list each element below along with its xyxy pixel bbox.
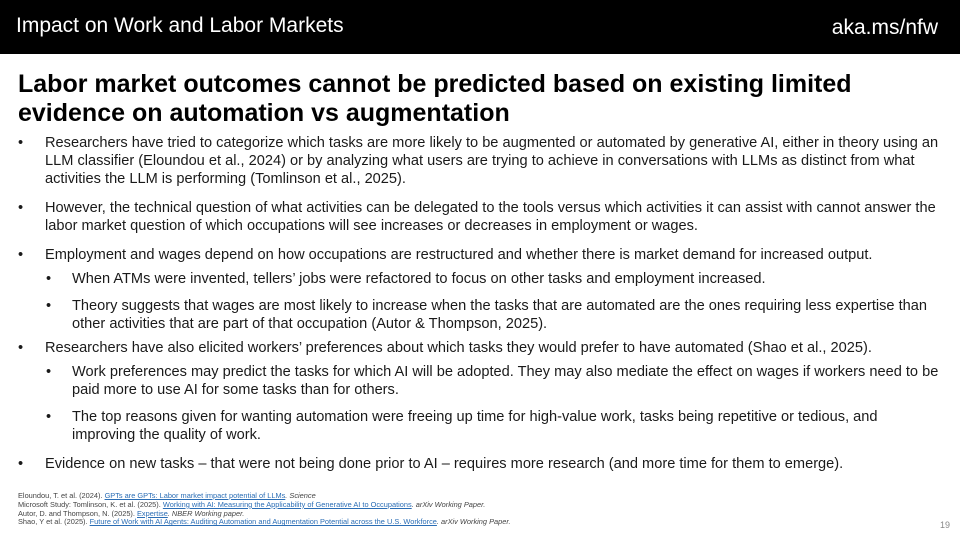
references: [18, 492, 898, 527]
reference-link[interactable]: GPTs are GPTs: Labor market impact potential of LLMs: [104, 491, 286, 500]
bullet-item: [0, 134, 960, 188]
bullet-dot: •: [46, 271, 52, 287]
bullet-text: The top reasons given for wanting automation were freeing up time for high-value work, tasks being repetitive or tedious, and improving the quality of work.: [72, 409, 878, 443]
bullet-text: Theory suggests that wages are most likely to increase when the tasks that are automated are the ones requiring less expertise than other activities that are part of that occupation (Autor & Thompson, 2025).: [72, 298, 928, 332]
reference-venue: . Science: [285, 491, 316, 500]
reference-authors: Autor, D. and Thompson, N. (2025).: [18, 508, 137, 518]
slide-title: Labor market outcomes cannot be predicted based on existing limited evidence on automation vs augmentation: [18, 70, 852, 127]
bullet-dot: •: [18, 456, 24, 472]
bullet-text: Work preferences may predict the tasks for which AI will be adopted. They may also mediate the effect on wages if workers need to be paid more to use AI for some tasks than for others.: [72, 364, 939, 398]
section-title: Impact on Work and Labor Markets: [16, 14, 344, 37]
bullet-text: Researchers have tried to categorize which tasks are more likely to be augmented or automated by generative AI, either in theory using an LLM classifier (Eloundou et al., 2024) or by analyzing what users are trying to achieve in conversations with LLMs as distinct from what activities the LLM is performing (Tomlinson et al., 2025).: [45, 135, 939, 187]
page-number: 19: [939, 520, 950, 530]
bullet-item: [0, 246, 960, 264]
bullet-list: [0, 134, 960, 473]
reference-authors: Eloundou, T. et al. (2024).: [18, 491, 105, 500]
bullet-dot: •: [46, 409, 52, 425]
bullet-item: [0, 199, 960, 235]
reference-link[interactable]: Working with AI: Measuring the Applicability of Generative AI to Occupations: [162, 499, 412, 509]
reference-venue: . arXiv Working Paper.: [411, 499, 486, 509]
sub-bullet-item: [0, 297, 960, 333]
bullet-dot: •: [46, 364, 52, 380]
bullet-text: Employment and wages depend on how occupations are restructured and whether there is market demand for increased output.: [45, 247, 873, 263]
bullet-item: [0, 339, 960, 357]
bullet-text: Researchers have also elicited workers’ preferences about which tasks they would prefer to have automated (Shao et al., 2025).: [45, 340, 872, 356]
bullet-text: However, the technical question of what activities can be delegated to the tools versus which activities it can assist with cannot answer the labor market question of which occupations will see increases or decreases in employment or wages.: [45, 200, 936, 234]
sub-bullet-item: [0, 408, 960, 444]
reference-authors: Microsoft Study: Tomlinson, K. et al. (2025).: [18, 499, 163, 509]
sub-bullet-item: [0, 270, 960, 288]
reference-venue: . arXiv Working Paper.: [436, 517, 511, 527]
reference-link[interactable]: Future of Work with AI Agents: Auditing Automation and Augmentation Potential across the U.S. Workforce: [89, 517, 437, 527]
bullet-dot: •: [18, 247, 24, 263]
reference-link[interactable]: Expertise: [137, 508, 168, 518]
bullet-dot: •: [18, 135, 24, 151]
header-bar: [0, 0, 960, 54]
bullet-text: Evidence on new tasks – that were not being done prior to AI – requires more research (and more time for them to emerge).: [45, 456, 844, 472]
reference-line: [18, 518, 898, 527]
bullet-dot: •: [46, 298, 52, 314]
bullet-item: [0, 455, 960, 473]
bullet-dot: •: [18, 200, 24, 216]
aka-ms-link[interactable]: aka.ms/nfw: [831, 16, 938, 39]
bullet-dot: •: [18, 340, 24, 356]
bullet-text: When ATMs were invented, tellers’ jobs were refactored to focus on other tasks and employment increased.: [72, 271, 766, 287]
reference-venue: . NBER Working paper.: [167, 508, 245, 518]
reference-authors: Shao, Y et al. (2025).: [18, 517, 90, 527]
sub-bullet-item: [0, 363, 960, 399]
